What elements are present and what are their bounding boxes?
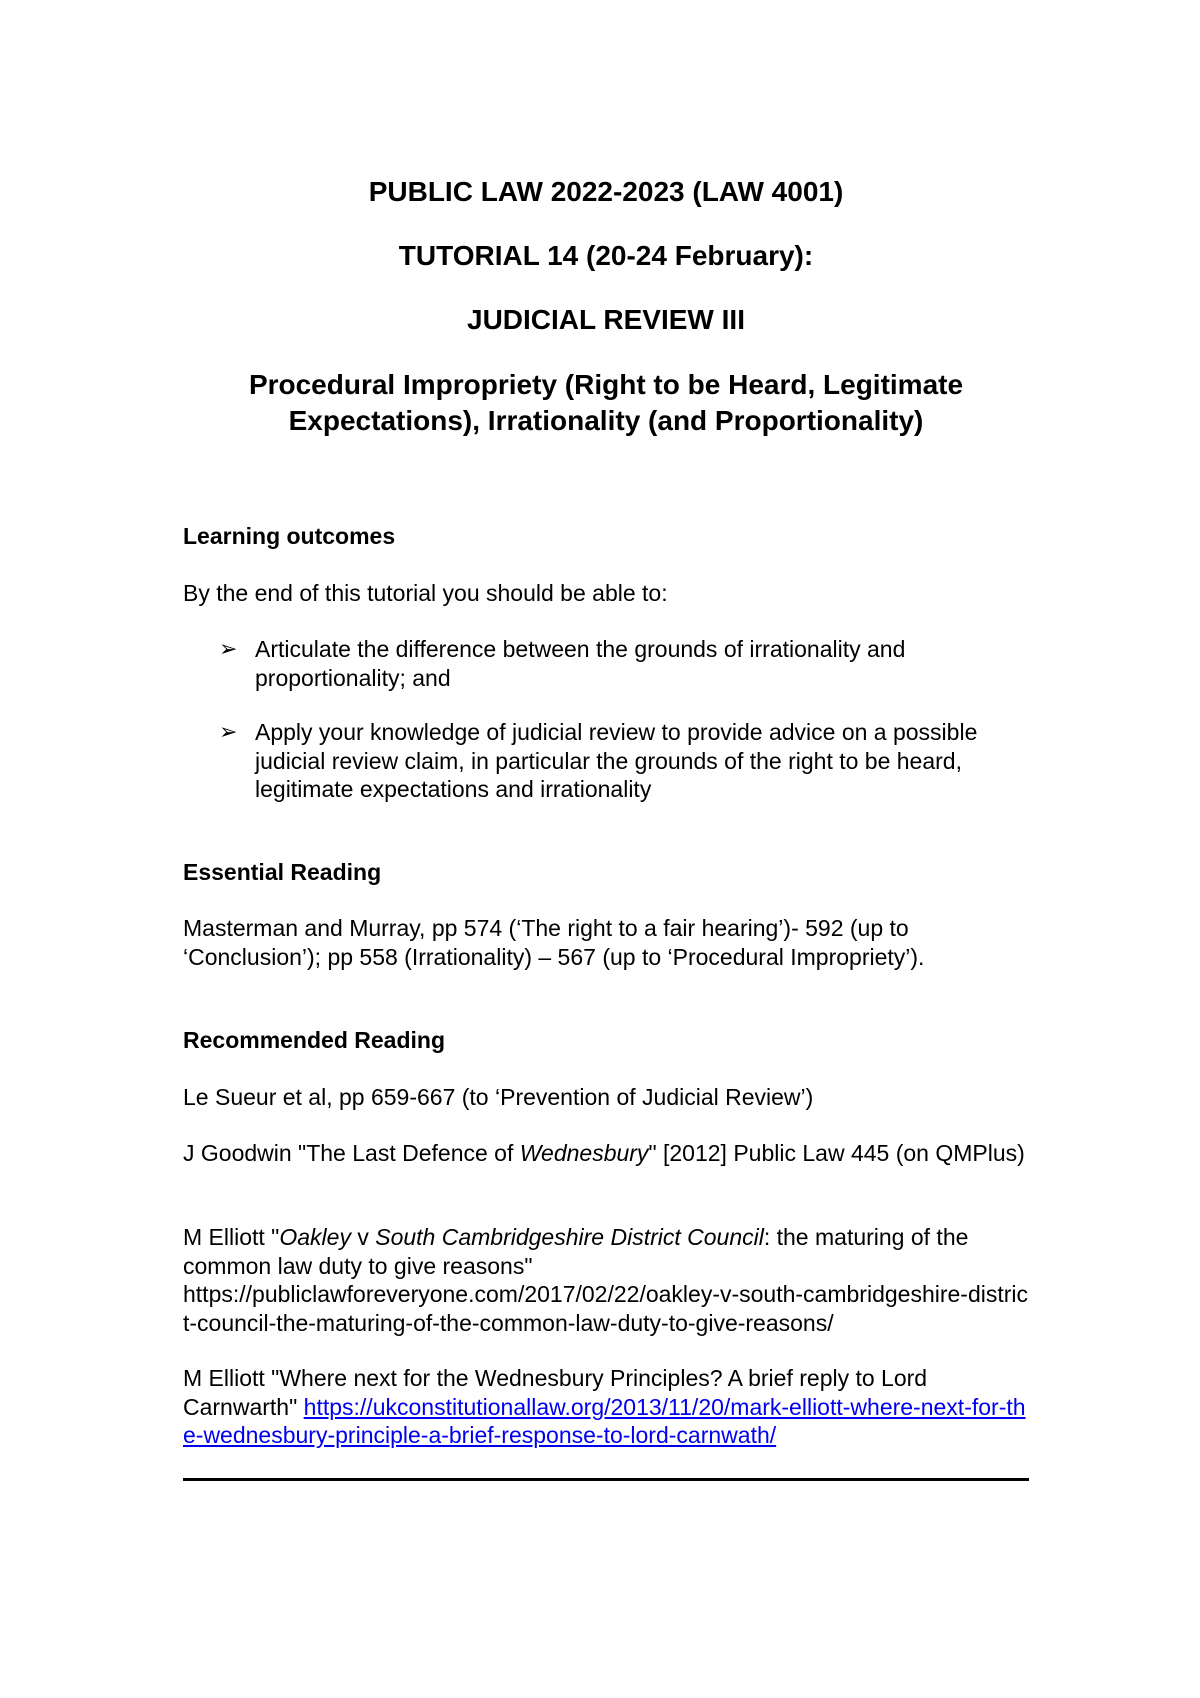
topic-title: JUDICIAL REVIEW III bbox=[467, 304, 745, 335]
list-item-text: Apply your knowledge of judicial review to provide advice on a possible judicial review claim, in particular the grounds of the right to be heard, legitimate expectations and irrationality bbox=[255, 719, 978, 802]
reading-text: M Elliott " bbox=[183, 1224, 280, 1250]
reading-item-le-sueur: Le Sueur et al, pp 659-667 (to ‘Prevention of Judicial Review’) bbox=[183, 1084, 814, 1110]
list-item bbox=[219, 718, 1029, 804]
learning-outcomes-intro: By the end of this tutorial you should be able to: bbox=[183, 580, 668, 606]
learning-outcomes-heading: Learning outcomes bbox=[183, 523, 396, 549]
essential-reading-text: Masterman and Murray, pp 574 (‘The right to a fair hearing’)- 592 (up to ‘Conclusion’); pp 558 (Irrationality) – 567 (up to ‘Procedural Impropriety’). bbox=[183, 915, 925, 970]
tutorial-title: TUTORIAL 14 (20-24 February): bbox=[398, 240, 814, 271]
reading-item-elliott-wednesbury bbox=[183, 1364, 1029, 1450]
case-name: South Cambridgeshire District Council bbox=[375, 1224, 764, 1250]
reading-item-goodwin bbox=[183, 1139, 1029, 1168]
reading-text: J Goodwin "The Last Defence of bbox=[183, 1140, 520, 1166]
recommended-reading-heading: Recommended Reading bbox=[183, 1027, 445, 1053]
subtopic-title: Procedural Impropriety (Right to be Heard, Legitimate Expectations), Irrationality (and Proportionality) bbox=[248, 369, 964, 436]
reading-item-elliott-oakley bbox=[183, 1223, 1029, 1337]
reading-url-text: https://publiclawforeveryone.com/2017/02/22/oakley-v-south-cambridgeshire-district-council-the-maturing-of-the-common-law-duty-to-give-reasons/ bbox=[183, 1281, 1029, 1336]
arrow-bullet-icon: ➢ bbox=[219, 636, 238, 661]
reading-text: v bbox=[350, 1224, 376, 1250]
course-title: PUBLIC LAW 2022-2023 (LAW 4001) bbox=[368, 176, 844, 207]
reading-link[interactable]: https://ukconstitutionallaw.org/2013/11/20/mark-elliott-where-next-for-the-wednesbury-principle-a-brief-response-to-lord-carnwath/ bbox=[183, 1393, 1026, 1448]
essential-reading-heading: Essential Reading bbox=[183, 859, 382, 885]
reading-text: " [2012] Public Law 445 (on QMPlus) bbox=[648, 1140, 1025, 1166]
arrow-bullet-icon: ➢ bbox=[219, 719, 238, 744]
divider bbox=[183, 1478, 1029, 1481]
reading-text: M Elliott "Where next for the Wednesbury Principles? A brief reply to Lord Carnwarth" bbox=[183, 1365, 928, 1420]
list-item bbox=[219, 635, 1029, 692]
case-name: Oakley bbox=[279, 1224, 351, 1250]
case-name: Wednesbury bbox=[519, 1140, 649, 1166]
reading-text: : the maturing of the common law duty to give reasons" bbox=[183, 1224, 969, 1279]
list-item-text: Articulate the difference between the grounds of irrationality and proportionality; and bbox=[255, 636, 906, 691]
